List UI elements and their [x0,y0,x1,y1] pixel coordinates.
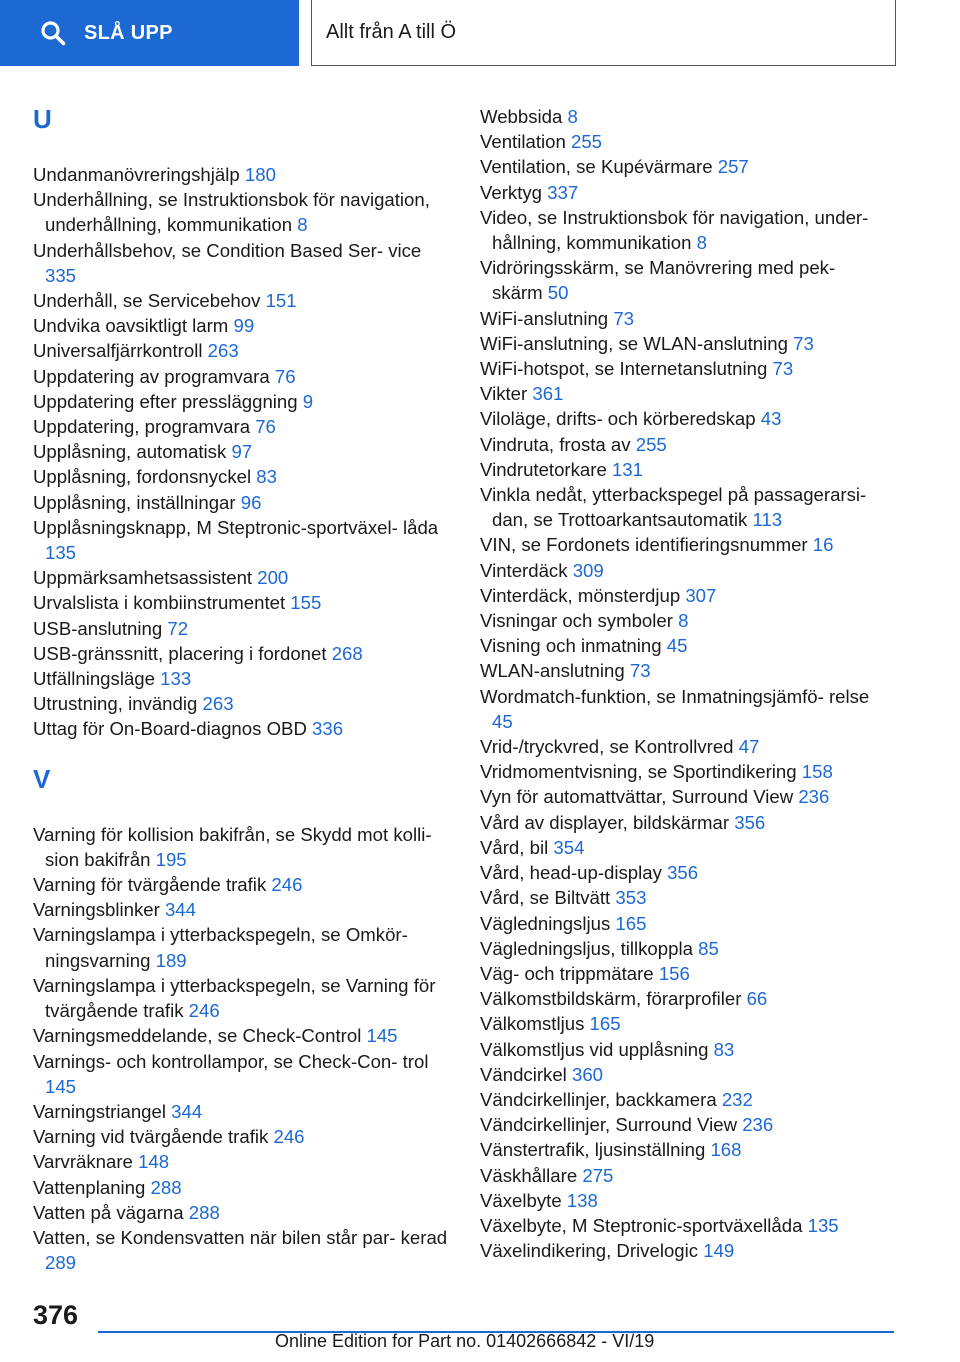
index-entry [33,515,448,565]
index-entry-text: Vyn för automattvättar, Surround View [480,786,794,808]
index-entry-text: Vändcirkel [480,1063,567,1085]
index-entry-text: Utfällningsläge [33,668,155,690]
index-entry-page-link[interactable]: 263 [207,340,239,362]
index-entry-text: Vård, head-up-display [480,862,662,884]
index-title: Allt från A till Ö [326,21,457,43]
index-entry-text: Upplåsning, automatisk [33,441,227,463]
index-entry [33,313,448,338]
index-entry-page-link[interactable]: 8 [297,214,308,236]
index-entry-text: Visningar och symboler [480,610,673,632]
index-entry [33,162,448,187]
index-entry-page-link[interactable]: 246 [188,1000,220,1022]
index-entry-page-link[interactable]: 16 [812,534,834,556]
index-letter-heading: U [33,104,52,134]
index-entry-text: Vindrutetorkare [480,458,607,480]
index-entry-page-link[interactable]: 255 [635,433,667,455]
index-entry [33,822,448,872]
index-entry-page-link[interactable]: 361 [532,383,564,405]
index-entry [480,406,880,431]
index-entry [33,1149,448,1174]
index-entry-text: Vinterdäck [480,559,568,581]
index-entry-text: Vändcirkellinjer, Surround View [480,1114,738,1136]
index-entry [480,608,880,633]
index-entry-page-link[interactable]: 336 [312,718,344,740]
index-entry [33,389,448,414]
index-entry-text: Vägledningsljus, tillkoppla [480,937,693,959]
index-entry-page-link[interactable]: 113 [752,509,783,531]
index-entry-page-link[interactable]: 337 [547,181,579,203]
index-column-left [33,100,448,1275]
index-entry-page-link[interactable]: 360 [572,1063,604,1085]
index-entry [33,716,448,741]
index-entry-text: Underhåll, se Servicebehov [33,290,261,312]
index-entry-page-link[interactable]: 356 [667,862,699,884]
index-entry-text: Växelbyte, M Steptronic-sportväxellåda [480,1214,803,1236]
page-number: 376 [33,1300,79,1330]
index-entry-page-link[interactable]: 289 [45,1252,77,1274]
index-entry-text: WiFi-hotspot, se Internetanslutning [480,358,768,380]
index-entry-page-link[interactable]: 85 [698,937,719,959]
index-entry [480,734,880,759]
index-entry [480,885,880,910]
index-entry [33,641,448,666]
index-entry-page-link[interactable]: 76 [274,365,296,387]
index-entry-page-link[interactable]: 268 [331,642,363,664]
index-entry-text: WLAN-anslutning [480,660,625,682]
index-entry [33,872,448,897]
index-letter-heading: V [33,763,51,794]
index-entry-page-link[interactable]: 149 [703,1240,735,1262]
index-entry-page-link[interactable]: 73 [629,660,651,682]
index-entry-page-link[interactable]: 275 [582,1164,614,1186]
index-entry [480,911,880,936]
index-entry-page-link[interactable]: 288 [188,1201,220,1223]
index-entry-text: Vägledningsljus [480,912,611,934]
index-entry-page-link[interactable]: 73 [772,358,794,380]
index-entry-text: Växelindikering, Drivelogic [480,1240,699,1262]
index-entry-text: Vridmomentvisning, se Sportindikering [480,761,797,783]
index-entry-page-link[interactable]: 155 [290,592,322,614]
index-entry-page-link[interactable]: 9 [302,390,314,412]
index-entry-text: Uppdatering efter pressläggning [33,390,298,412]
index-entry-page-link[interactable]: 135 [807,1214,839,1236]
index-entry-page-link[interactable]: 356 [734,811,766,833]
index-entry-text: Vidröringsskärm, se Manövrering med pek- skärm [480,257,836,304]
index-entry-text: Utrustning, invändig [33,693,198,715]
index-entry-page-link[interactable]: 138 [566,1189,598,1211]
index-entry-text: Välkomstljus [480,1013,585,1035]
index-entry-page-link[interactable]: 83 [256,466,277,488]
index-entry-page-link[interactable]: 145 [366,1025,398,1047]
index-entry [480,1037,880,1062]
index-entry [33,1099,448,1124]
index-entry [33,1124,448,1149]
index-entry-page-link[interactable]: 97 [231,441,253,463]
index-entry-page-link[interactable]: 195 [155,848,187,870]
index-entry-page-link[interactable]: 66 [746,988,768,1010]
index-entry-text: Uppdatering av programvara [33,365,270,387]
index-entry-page-link[interactable]: 8 [678,610,689,632]
index-entry-text: Vinterdäck, mönsterdjup [480,584,681,606]
index-entry-text: Vindruta, frosta av [480,433,631,455]
index-entry [480,331,880,356]
index-entry [33,1200,448,1225]
index-entry-page-link[interactable]: 135 [45,542,77,564]
index-entry-page-link[interactable]: 165 [589,1013,621,1035]
index-entry-page-link[interactable]: 255 [570,131,603,153]
index-entry [480,180,880,205]
index-entry [480,684,880,734]
index-entry-page-link[interactable]: 344 [164,899,196,921]
index-entry-text: Varningstriangel [33,1100,166,1122]
index-entry-text: Väskhållare [480,1164,578,1186]
index-entry-page-link[interactable]: 189 [155,949,187,971]
index-entry-text: Vatten, se Kondensvatten när bilen står par- kerad [33,1226,448,1248]
index-entry-text: Video, se Instruktionsbok för navigation, under- hållning, kommunikation [480,206,869,254]
index-entry-text: Vård av displayer, bildskärmar [480,811,730,833]
index-entry [480,759,880,784]
index-title-tab[interactable] [311,0,896,66]
index-entry [33,1049,448,1099]
index-entry [33,490,448,515]
index-entry [480,860,880,885]
index-entry [480,1087,880,1112]
index-entry-page-link[interactable]: 47 [738,736,760,758]
index-entry-text: Uppmärksamhetsassistent [33,567,253,589]
index-entry [33,1225,448,1275]
index-entry [33,414,448,439]
index-entry-text: Välkomstbildskärm, förarprofiler [480,988,742,1010]
index-entry [480,658,880,683]
index-entry-text: Varvräknare [33,1151,133,1173]
index-entry [480,356,880,381]
index-entry-text: Väg- och trippmätare [480,962,654,984]
index-entry-page-link[interactable]: 45 [666,635,688,657]
index-entry-text: Upplåsning, fordonsnyckel [33,466,252,488]
index-entry-page-link[interactable]: 145 [45,1075,77,1097]
index-entry [480,306,880,331]
search-button-label: SLÅ UPP [84,21,173,44]
index-entry-page-link[interactable]: 83 [713,1038,735,1060]
index-entry-page-link[interactable]: 353 [615,887,647,909]
index-entry [33,666,448,691]
index-entry [33,288,448,313]
index-entry [480,129,880,154]
index-entry [480,482,880,532]
index-entry [480,532,880,557]
index-entry [480,810,880,835]
index-entry-text: Vård, se Biltvätt [480,887,611,909]
index-entry-page-link[interactable]: 133 [160,668,192,690]
index-entry [33,897,448,922]
index-entry-page-link[interactable]: 236 [742,1114,774,1136]
index-entry-page-link[interactable]: 180 [244,164,276,185]
index-entry [480,432,880,457]
index-entry-text: WiFi-anslutning [480,307,609,329]
index-entry [480,784,880,809]
index-entry-page-link[interactable]: 168 [710,1139,742,1161]
search-button[interactable] [0,0,299,66]
index-entry-text: Uppdatering, programvara [33,416,251,438]
index-entry [480,1213,880,1238]
index-entry [480,381,880,406]
index-entry-text: Vikter [480,383,528,405]
index-entry-page-link[interactable]: 50 [547,282,569,304]
index-entry-text: Välkomstljus vid upplåsning [480,1038,709,1060]
index-entry-text: Undanmanövreringshjälp [33,164,240,185]
index-entry-page-link[interactable]: 151 [265,290,297,312]
index-entry [480,835,880,860]
index-entry-page-link[interactable]: 72 [167,617,189,639]
index-entry-page-link[interactable]: 148 [138,1151,170,1173]
index-entry-text: Växelbyte [480,1189,562,1211]
index-entry [480,558,880,583]
index-entry-text: Universalfjärrkontroll [33,340,203,362]
index-entry-text: Underhållning, se Instruktionsbok för navigation, underhållning, kommunikation [33,189,430,236]
index-entry [480,1137,880,1162]
index-entry-page-link[interactable]: 288 [150,1176,182,1198]
index-entry [480,1163,880,1188]
index-entry-text: Varningslampa i ytterbackspegeln, se Omkör- ningsvarning [33,924,408,971]
index-entry-text: Wordmatch-funktion, se Inmatningsjämfö- relse [480,685,870,707]
index-entry [480,1062,880,1087]
index-entry [480,633,880,658]
index-entry [33,590,448,615]
index-entry-page-link[interactable]: 73 [793,332,814,354]
index-entry [33,691,448,716]
index-entry-page-link[interactable]: 246 [273,1126,305,1148]
index-entry-page-link[interactable]: 335 [45,264,77,286]
index-entry [480,457,880,482]
index-entry [33,973,448,1023]
page-header [0,0,960,66]
index-entry-page-link[interactable]: 43 [760,408,782,430]
index-entry [33,364,448,389]
index-entry-text: WiFi-anslutning, se WLAN-anslutning [480,332,788,354]
index-entry-text: Vinkla nedåt, ytterbackspegel på passagerarsi- dan, se Trottoarkantsautomatik [480,484,867,531]
index-entry [480,961,880,986]
index-entry-text: Verktyg [480,181,543,203]
index-entry [33,565,448,590]
footer-edition-text: Online Edition for Part no. 01402666842 - VI/19 [275,1331,655,1351]
index-entry [480,936,880,961]
index-entry-text: USB-gränssnitt, placering i fordonet [33,642,327,664]
index-entry-text: Varning för kollision bakifrån, se Skydd mot kolli- sion bakifrån [33,823,432,870]
index-entry [33,439,448,464]
index-entry [480,1011,880,1036]
index-entry-page-link[interactable]: 263 [202,693,234,715]
index-entry [480,255,880,305]
index-entry [480,1112,880,1137]
index-entry-text: Vård, bil [480,836,549,858]
search-icon [40,20,66,46]
index-entry-text: VIN, se Fordonets identifieringsnummer [480,534,808,556]
index-entry-page-link[interactable]: 236 [798,786,830,808]
index-entry-page-link[interactable]: 158 [801,761,833,783]
index-entry-text: Varning vid tvärgående trafik [33,1126,269,1148]
index-entry-text: Ventilation [480,131,566,153]
index-entry-page-link[interactable]: 131 [611,458,643,480]
index-entry-text: USB-anslutning [33,617,163,639]
index-entry-text: Vatten på vägarna [33,1201,184,1223]
index-entry [480,986,880,1011]
index-entry-text: Upplåsning, inställningar [33,491,236,513]
index-entry-page-link[interactable]: 257 [717,156,749,178]
index-entry-page-link[interactable]: 96 [240,491,262,513]
index-entry-page-link[interactable]: 200 [257,567,289,589]
index-entry-page-link[interactable]: 344 [171,1100,203,1122]
index-entry-text: Urvalslista i kombiinstrumentet [33,592,286,614]
index-entry-text: Upplåsningsknapp, M Steptronic-sportväxel- låda [33,516,439,538]
index-entry [480,1188,880,1213]
index-entry-page-link[interactable]: 309 [572,559,604,581]
index-entry-page-link[interactable]: 45 [492,710,513,732]
index-entry-text: Uttag för On-Board-diagnos OBD [33,718,307,740]
index-entry-page-link[interactable]: 76 [255,416,276,438]
index-entry [33,1175,448,1200]
index-entry [33,1023,448,1048]
index-entry [480,1238,880,1263]
index-entry-text: Viloläge, drifts- och körberedskap [480,408,756,430]
index-entry [480,104,880,129]
index-entry-text: Webbsida [480,106,563,127]
index-entry-text: Underhållsbehov, se Condition Based Ser- vice [33,239,422,261]
index-entry-text: Visning och inmatning [480,635,662,657]
index-entry-page-link[interactable]: 307 [685,584,717,606]
index-entry-page-link[interactable]: 232 [721,1088,753,1110]
index-entry [33,464,448,489]
index-entry-page-link[interactable]: 246 [271,874,303,896]
index-entry-text: Ventilation, se Kupévärmare [480,156,713,178]
index-entry-text: Undvika oavsiktligt larm [33,315,229,337]
index-entry-text: Varningsmeddelande, se Check-Control [33,1025,362,1047]
index-entry-text: Vrid-/tryckvred, se Kontrollvred [480,736,734,758]
index-entry [33,922,448,972]
index-entry-text: Vändcirkellinjer, backkamera [480,1088,717,1110]
index-column-right [480,104,880,1263]
index-entry-page-link[interactable]: 8 [696,232,707,254]
index-entry [33,238,448,288]
index-entry [480,205,880,255]
index-entry-page-link[interactable]: 165 [615,912,647,934]
index-entry-page-link[interactable]: 99 [233,315,255,337]
index-entry-page-link[interactable]: 73 [613,307,634,329]
index-entry-text: Varnings- och kontrollampor, se Check-Con- trol [33,1050,429,1072]
index-entry-text: Varningslampa i ytterbackspegeln, se Varning för tvärgående trafik [33,974,436,1022]
index-entry [33,187,448,237]
index-entry-page-link[interactable]: 8 [567,106,578,127]
index-entry-page-link[interactable]: 354 [553,836,585,858]
index-entry-text: Varning för tvärgående trafik [33,874,267,896]
index-entry [480,154,880,179]
index-entry-text: Vattenplaning [33,1176,146,1198]
index-entry [33,616,448,641]
index-entry-text: Varningsblinker [33,899,160,921]
index-entry-page-link[interactable]: 156 [658,962,690,984]
index-entry [33,338,448,363]
index-entry-text: Vänstertrafik, ljusinställning [480,1139,706,1161]
index-entry [480,583,880,608]
